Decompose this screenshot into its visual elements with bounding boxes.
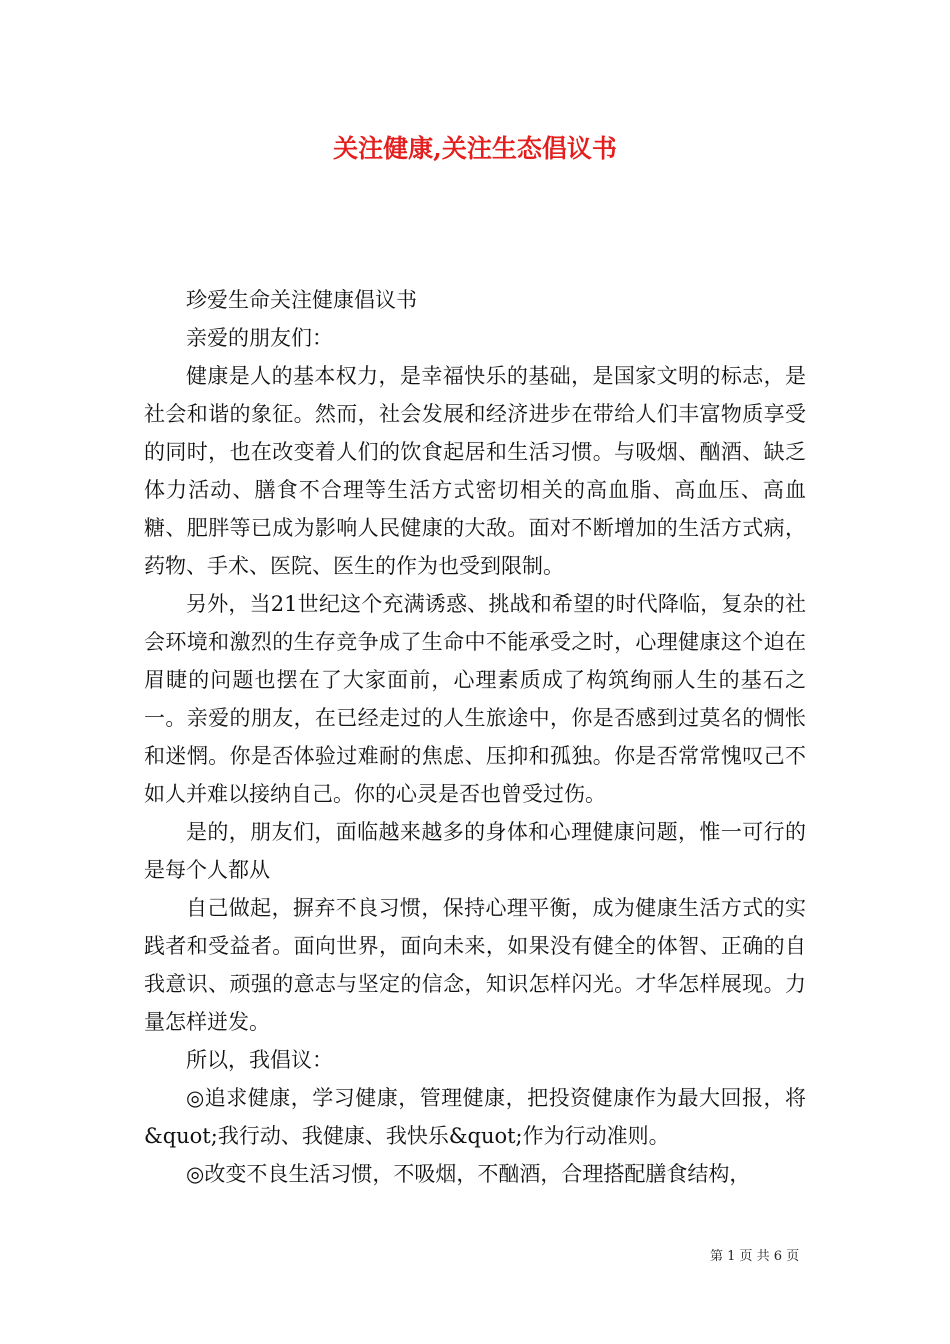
paragraph: 是的，朋友们，面临越来越多的身体和心理健康问题，惟一可行的是每个人都从 <box>144 820 806 882</box>
paragraph: 所以，我倡议： <box>186 1048 333 1072</box>
document-body <box>144 281 806 1193</box>
paragraph: 自己做起，摒弃不良习惯，保持心理平衡，成为健康生活方式的实践者和受益者。面向世界，面向未来，如果没有健全的体智、正确的自我意识、顽强的意志与坚定的信念，知识怎样闪光。才华怎样展现。力量怎样迸发。 <box>144 896 806 1034</box>
paragraph: 健康是人的基本权力，是幸福快乐的基础，是国家文明的标志，是社会和谐的象征。然而，社会发展和经济进步在带给人们丰富物质享受的同时，也在改变着人们的饮食起居和生活习惯。与吸烟、酗酒、缺乏体力活动、膳食不合理等生活方式密切相关的高血脂、高血压、高血糖、肥胖等已成为影响人民健康的大敌。面对不断增加的生活方式病，药物、手术、医院、医生的作为也受到限制。 <box>144 364 806 578</box>
paragraph: 另外，当21世纪这个充满诱惑、挑战和希望的时代降临，复杂的社会环境和激烈的生存竞争成了生命中不能承受之时，心理健康这个迫在眉睫的问题也摆在了大家面前，心理素质成了构筑绚丽人生的基石之一。亲爱的朋友，在已经走过的人生旅途中，你是否感到过莫名的惆怅和迷惘。你是否体验过难耐的焦虑、压抑和孤独。你是否常常愧叹己不如人并难以接纳自己。你的心灵是否也曾受过伤。 <box>144 592 806 806</box>
page-number-footer: 第 1 页 共 6 页 <box>710 1249 800 1264</box>
paragraph-heading: 珍爱生命关注健康倡议书 <box>186 288 417 312</box>
paragraph: ◎追求健康，学习健康，管理健康，把投资健康作为最大回报，将&quot;我行动、我健康、我快乐&quot;作为行动准则。 <box>144 1086 806 1148</box>
paragraph: ◎改变不良生活习惯，不吸烟，不酗酒，合理搭配膳食结构， <box>186 1162 751 1186</box>
page-title: 关注健康,关注生态倡议书 <box>333 134 617 163</box>
paragraph-salutation: 亲爱的朋友们： <box>186 326 333 350</box>
